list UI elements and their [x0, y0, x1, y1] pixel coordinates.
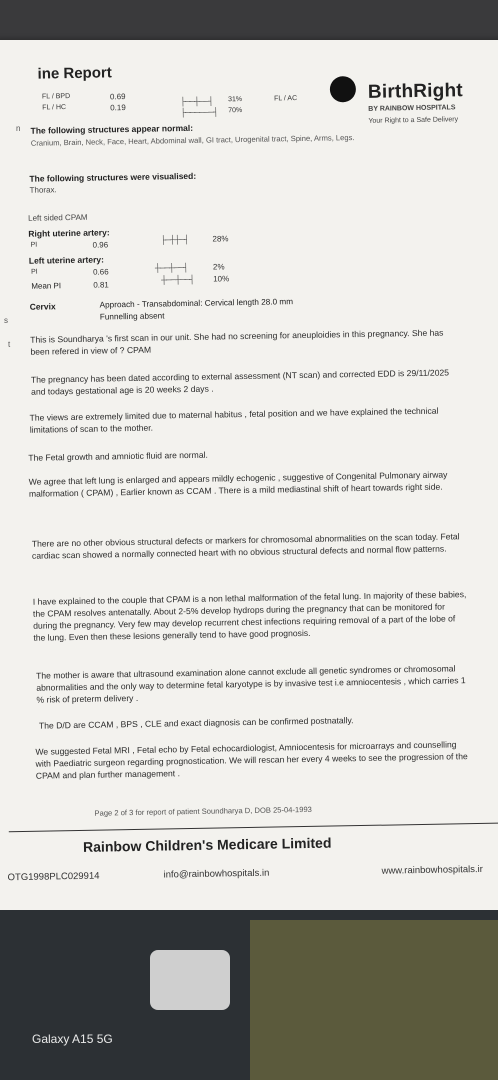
birthright-logo [330, 76, 356, 102]
report-page [0, 36, 498, 925]
fl-ac-label: FL / AC [273, 95, 298, 103]
paragraph-1: This is Soundharya 's first scan in our unit. She had no screening for aneuploidies in this pregnancy. She has been refered in view of ? CPAM [30, 327, 444, 357]
visualised-list: Thorax. [29, 185, 57, 195]
visualised-heading: The following structures were visualised: [29, 170, 197, 184]
paragraph-3: The views are extremely limited due to maternal habitus , fetal position and we have explained the technical limitations of scan to the mother. [29, 405, 439, 435]
metal-stool [150, 950, 230, 1010]
right-pct-bar: ├─┼┼─┤ [160, 234, 189, 245]
percentile-bar-2: ├──────┤ [180, 107, 218, 118]
fl-bpd-value: 0.69 [109, 92, 126, 102]
logo-sub: BY RAINBOW HOSPITALS [368, 104, 456, 113]
paragraph-4: The Fetal growth and amniotic fluid are normal. [28, 449, 208, 463]
mean-pct: 10% [213, 274, 230, 284]
left-uterine-label: Left uterine artery: [28, 254, 105, 266]
paragraph-7: I have explained to the couple that CPAM is a non lethal malformation of the fetal lung. In majority of these babies, the CPAM resolves antenatally. About 2-5% develop hydrops during the pregnancy that can be monitored for during the pregnancy. Very few may develop recurrent chest infections requiring removal of a part of the lobe of the lung. Even then these lesions generally tend to have good prognosis. [32, 589, 467, 643]
paragraph-10: We suggested Fetal MRI , Fetal echo by Fetal echocardiologist, Amniocentesis for microarrays and counselling with Paediatric surgeon regarding prognostication. We will rescan her every 4 weeks to see the progression of the CPAM and plan further management . [35, 739, 468, 781]
side-mark-n: n [16, 124, 21, 133]
left-pi-value: 0.66 [92, 267, 109, 277]
logo-name: BirthRight [367, 80, 463, 103]
page-info: Page 2 of 3 for report of patient Soundharya D, DOB 25-04-1993 [94, 804, 312, 818]
left-pct: 2% [212, 262, 225, 272]
left-pct-bar: ┼──┼──┤ [154, 262, 188, 273]
cervix-text-1: Approach - Transabdominal: Cervical length 28.0 mm [99, 297, 294, 310]
footer-divider [9, 823, 498, 833]
footer-company: Rainbow Children's Medicare Limited [82, 834, 332, 855]
cervix-label: Cervix [29, 301, 56, 312]
right-pi-value: 0.96 [92, 240, 109, 250]
report-paper [0, 40, 498, 920]
left-pi-label: PI [30, 268, 38, 276]
mean-pct-bar: ┼──┼──┤ [161, 274, 194, 285]
footer-cin: OTG1998PLC029914 [7, 870, 100, 884]
pct-2: 70% [228, 107, 243, 115]
paragraph-2: The pregnancy has been dated according to external assessment (NT scan) and corrected EDD is 29/11/2025 and todays gestational age is 20 weeks 2 days . [30, 367, 450, 397]
normal-list: Cranium, Brain, Neck, Face, Heart, Abdominal wall, GI tract, Urogenital tract, Spine, Arms, Legs. [30, 133, 355, 148]
fl-bpd-label: FL / BPD [41, 93, 71, 101]
right-pct: 28% [212, 234, 229, 244]
percentile-bar-1: ├──┼──┤ [180, 96, 213, 107]
footer-email: info@rainbowhospitals.in [163, 867, 270, 881]
report-title: ine Report [37, 64, 112, 83]
side-mark-t: t [8, 340, 11, 349]
logo-tagline: Your Right to a Safe Delivery [368, 116, 459, 125]
side-mark-s: s [4, 316, 8, 325]
footer-website: www.rainbowhospitals.ir [381, 863, 484, 877]
paragraph-5: We agree that left lung is enlarged and appears mildly echogenic , suggestive of Congenital Pulmonary airway malformation ( CPAM) , Earlier known as CCAM . There is a mild mediastinal shift of heart towards right side. [28, 469, 448, 499]
mean-pi-label: Mean PI [31, 281, 62, 291]
right-uterine-label: Right uterine artery: [28, 227, 110, 239]
paragraph-9: The D/D are CCAM , BPS , CLE and exact diagnosis can be confirmed postnatally. [38, 715, 354, 731]
chair-cushion [250, 920, 498, 1080]
right-pi-label: PI [30, 241, 38, 249]
fl-hc-label: FL / HC [42, 104, 67, 112]
paragraph-6: There are no other obvious structural defects or markers for chromosomal abnormalities on the scan today. Fetal cardiac scan showed a normally connected heart with no obvious structural defects and normal flow patterns. [31, 531, 460, 561]
cervix-text-2: Funnelling absent [99, 311, 165, 322]
logo-mark-icon [330, 76, 356, 102]
cpam-label: Left sided CPAM [28, 212, 88, 223]
paragraph-8: The mother is aware that ultrasound examination alone cannot exclude all genetic syndromes or chromosomal abnormalities and the only way to determine fetal karyotype is by invasive test i.e amniocentesis , which carries 1 % risk of preterm delivery . [35, 663, 466, 705]
normal-heading: The following structures appear normal: [30, 122, 194, 136]
pct-1: 31% [227, 96, 243, 104]
device-watermark: Galaxy A15 5G [32, 1032, 113, 1046]
fl-hc-value: 0.19 [110, 103, 126, 113]
mean-pi-value: 0.81 [93, 280, 109, 290]
